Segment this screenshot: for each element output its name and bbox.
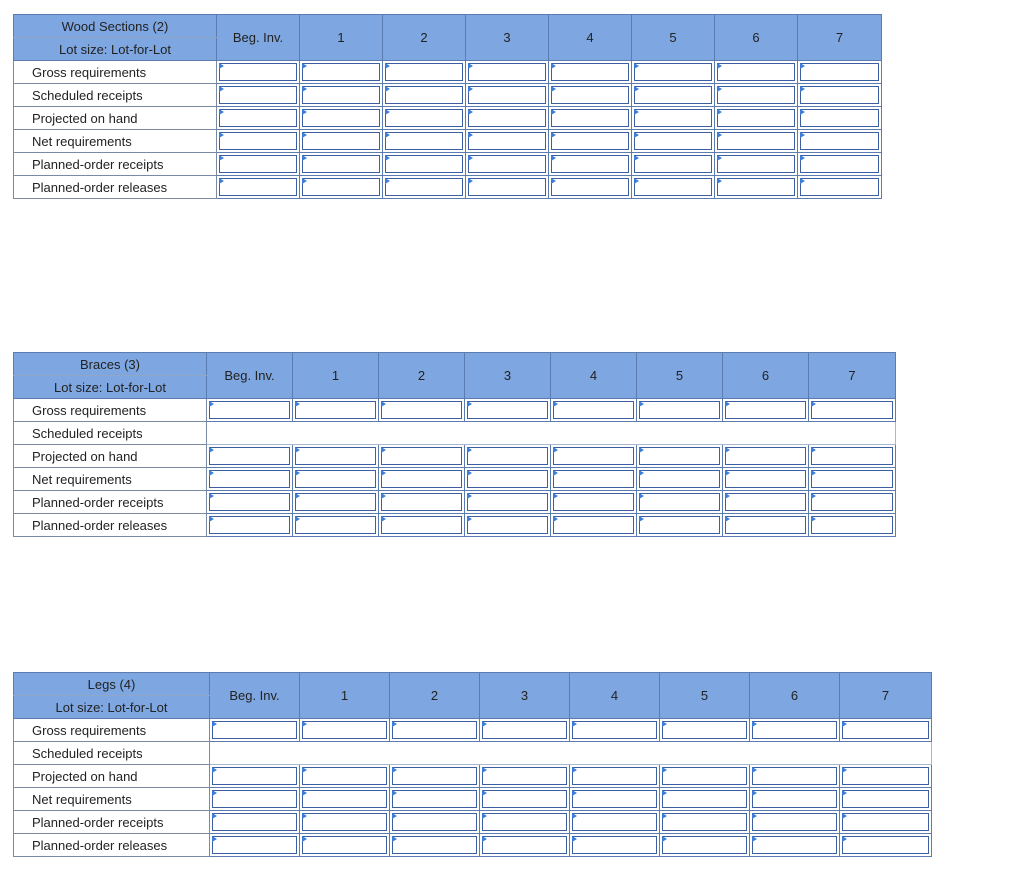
input-cell[interactable] <box>632 176 715 199</box>
period-header: 6 <box>750 673 840 719</box>
input-cell[interactable] <box>466 84 549 107</box>
input-cell[interactable] <box>210 834 300 857</box>
input-cell[interactable] <box>660 765 750 788</box>
input-cell[interactable] <box>715 153 798 176</box>
input-cell[interactable] <box>300 84 383 107</box>
table-row <box>14 153 882 176</box>
input-cell[interactable] <box>293 491 379 514</box>
input-cell[interactable] <box>207 445 293 468</box>
input-cell[interactable] <box>750 811 840 834</box>
input-cell[interactable] <box>300 811 390 834</box>
lot-size-label: Lot size: Lot-for-Lot <box>14 38 217 61</box>
input-cell[interactable] <box>798 153 882 176</box>
input-cell[interactable] <box>383 176 466 199</box>
row-label: Projected on hand <box>14 107 217 130</box>
beg-inv-header: Beg. Inv. <box>217 15 300 61</box>
input-cell[interactable] <box>379 445 465 468</box>
input-cell[interactable] <box>637 399 723 422</box>
table-row <box>14 84 882 107</box>
period-header: 5 <box>632 15 715 61</box>
input-cell[interactable] <box>379 491 465 514</box>
input-cell[interactable] <box>300 834 390 857</box>
input-cell[interactable] <box>466 176 549 199</box>
period-header: 1 <box>300 673 390 719</box>
input-cell[interactable] <box>549 61 632 84</box>
input-cell[interactable] <box>300 107 383 130</box>
table-row <box>14 445 896 468</box>
item-title: Wood Sections (2) <box>14 15 217 38</box>
input-cell[interactable] <box>570 788 660 811</box>
table-row <box>14 834 932 857</box>
row-label: Planned-order receipts <box>14 811 210 834</box>
input-cell[interactable] <box>750 834 840 857</box>
table-row <box>14 514 896 537</box>
table-row <box>14 61 882 84</box>
input-cell[interactable] <box>632 61 715 84</box>
input-cell[interactable] <box>750 719 840 742</box>
input-cell[interactable] <box>466 130 549 153</box>
input-cell[interactable] <box>798 107 882 130</box>
input-cell[interactable] <box>660 788 750 811</box>
item-title: Legs (4) <box>14 673 210 696</box>
input-cell[interactable] <box>840 834 932 857</box>
input-cell[interactable] <box>465 399 551 422</box>
input-cell[interactable] <box>632 84 715 107</box>
input-cell[interactable] <box>379 399 465 422</box>
input-cell[interactable] <box>465 445 551 468</box>
input-cell[interactable] <box>480 719 570 742</box>
table-row <box>14 399 896 422</box>
input-cell[interactable] <box>293 445 379 468</box>
input-cell[interactable] <box>549 130 632 153</box>
period-header: 2 <box>383 15 466 61</box>
input-cell[interactable] <box>300 61 383 84</box>
input-cell[interactable] <box>570 834 660 857</box>
input-cell[interactable] <box>549 107 632 130</box>
input-cell[interactable] <box>632 107 715 130</box>
input-cell[interactable] <box>809 445 896 468</box>
input-cell[interactable] <box>300 788 390 811</box>
input-cell[interactable] <box>390 834 480 857</box>
row-label: Projected on hand <box>14 765 210 788</box>
blank-cell <box>207 422 896 445</box>
table-row <box>14 107 882 130</box>
input-cell[interactable] <box>660 811 750 834</box>
input-cell[interactable] <box>637 445 723 468</box>
input-cell[interactable] <box>210 788 300 811</box>
input-cell[interactable] <box>383 153 466 176</box>
period-header: 4 <box>551 353 637 399</box>
input-cell[interactable] <box>549 153 632 176</box>
input-cell[interactable] <box>293 468 379 491</box>
row-label: Planned-order receipts <box>14 153 217 176</box>
period-header: 6 <box>723 353 809 399</box>
input-cell[interactable] <box>300 765 390 788</box>
row-label: Net requirements <box>14 788 210 811</box>
input-cell[interactable] <box>379 514 465 537</box>
input-cell[interactable] <box>570 765 660 788</box>
table-row <box>14 176 882 199</box>
input-cell[interactable] <box>217 84 300 107</box>
input-cell[interactable] <box>632 153 715 176</box>
row-label: Net requirements <box>14 468 207 491</box>
row-label: Scheduled receipts <box>14 422 207 445</box>
input-cell[interactable] <box>637 468 723 491</box>
input-cell[interactable] <box>390 811 480 834</box>
input-cell[interactable] <box>798 61 882 84</box>
row-label: Planned-order releases <box>14 176 217 199</box>
period-header: 5 <box>660 673 750 719</box>
input-cell[interactable] <box>723 468 809 491</box>
input-cell[interactable] <box>551 445 637 468</box>
input-cell[interactable] <box>383 130 466 153</box>
table-row <box>14 468 896 491</box>
input-cell[interactable] <box>390 765 480 788</box>
lot-size-label: Lot size: Lot-for-Lot <box>14 696 210 719</box>
input-cell[interactable] <box>480 788 570 811</box>
mrp-table-legs <box>13 672 932 857</box>
input-cell[interactable] <box>480 765 570 788</box>
input-cell[interactable] <box>551 491 637 514</box>
item-title: Braces (3) <box>14 353 207 376</box>
mrp-table-wood-sections <box>13 14 882 199</box>
input-cell[interactable] <box>390 788 480 811</box>
input-cell[interactable] <box>300 153 383 176</box>
beg-inv-header: Beg. Inv. <box>210 673 300 719</box>
input-cell[interactable] <box>750 765 840 788</box>
input-cell[interactable] <box>217 107 300 130</box>
period-header: 3 <box>465 353 551 399</box>
input-cell[interactable] <box>466 107 549 130</box>
input-cell[interactable] <box>549 176 632 199</box>
input-cell[interactable] <box>465 491 551 514</box>
input-cell[interactable] <box>723 445 809 468</box>
beg-inv-header: Beg. Inv. <box>207 353 293 399</box>
input-cell[interactable] <box>300 176 383 199</box>
input-cell[interactable] <box>723 399 809 422</box>
row-label: Planned-order releases <box>14 834 210 857</box>
period-header: 3 <box>480 673 570 719</box>
input-cell[interactable] <box>660 719 750 742</box>
input-cell[interactable] <box>570 719 660 742</box>
input-cell[interactable] <box>207 491 293 514</box>
period-header: 4 <box>570 673 660 719</box>
input-cell[interactable] <box>383 61 466 84</box>
input-cell[interactable] <box>840 719 932 742</box>
input-cell[interactable] <box>300 719 390 742</box>
table-row <box>14 130 882 153</box>
input-cell[interactable] <box>660 834 750 857</box>
input-cell[interactable] <box>551 514 637 537</box>
table-row <box>14 719 932 742</box>
period-header: 2 <box>390 673 480 719</box>
row-label: Gross requirements <box>14 61 217 84</box>
input-cell[interactable] <box>715 176 798 199</box>
table-row <box>14 788 932 811</box>
input-cell[interactable] <box>210 811 300 834</box>
input-cell[interactable] <box>637 514 723 537</box>
period-header: 3 <box>466 15 549 61</box>
input-cell[interactable] <box>379 468 465 491</box>
input-cell[interactable] <box>809 514 896 537</box>
period-header: 4 <box>549 15 632 61</box>
row-label: Gross requirements <box>14 719 210 742</box>
input-cell[interactable] <box>293 514 379 537</box>
input-cell[interactable] <box>293 399 379 422</box>
input-cell[interactable] <box>798 84 882 107</box>
input-cell[interactable] <box>466 61 549 84</box>
input-cell[interactable] <box>809 491 896 514</box>
input-cell[interactable] <box>466 153 549 176</box>
input-cell[interactable] <box>210 719 300 742</box>
table-row <box>14 765 932 788</box>
row-label: Projected on hand <box>14 445 207 468</box>
input-cell[interactable] <box>715 107 798 130</box>
period-header: 7 <box>840 673 932 719</box>
input-cell[interactable] <box>383 107 466 130</box>
period-header: 5 <box>637 353 723 399</box>
input-cell[interactable] <box>465 468 551 491</box>
input-cell[interactable] <box>715 61 798 84</box>
blank-cell <box>210 742 932 765</box>
period-header: 1 <box>300 15 383 61</box>
table-row <box>14 811 932 834</box>
input-cell[interactable] <box>217 130 300 153</box>
mrp-table-braces <box>13 352 896 537</box>
input-cell[interactable] <box>798 176 882 199</box>
input-cell[interactable] <box>840 811 932 834</box>
input-cell[interactable] <box>207 514 293 537</box>
input-cell[interactable] <box>715 130 798 153</box>
period-header: 2 <box>379 353 465 399</box>
input-cell[interactable] <box>723 514 809 537</box>
input-cell[interactable] <box>300 130 383 153</box>
input-cell[interactable] <box>723 491 809 514</box>
row-label: Planned-order releases <box>14 514 207 537</box>
input-cell[interactable] <box>840 765 932 788</box>
input-cell[interactable] <box>632 130 715 153</box>
period-header: 7 <box>798 15 882 61</box>
input-cell[interactable] <box>549 84 632 107</box>
input-cell[interactable] <box>383 84 466 107</box>
input-cell[interactable] <box>750 788 840 811</box>
row-label: Gross requirements <box>14 399 207 422</box>
input-cell[interactable] <box>207 468 293 491</box>
period-header: 7 <box>809 353 896 399</box>
input-cell[interactable] <box>217 153 300 176</box>
input-cell[interactable] <box>715 84 798 107</box>
input-cell[interactable] <box>465 514 551 537</box>
period-header: 1 <box>293 353 379 399</box>
row-label: Planned-order receipts <box>14 491 207 514</box>
input-cell[interactable] <box>637 491 723 514</box>
table-row <box>14 422 896 445</box>
row-label: Scheduled receipts <box>14 742 210 765</box>
input-cell[interactable] <box>551 399 637 422</box>
input-cell[interactable] <box>840 788 932 811</box>
table-row <box>14 491 896 514</box>
input-cell[interactable] <box>809 399 896 422</box>
input-cell[interactable] <box>210 765 300 788</box>
input-cell[interactable] <box>809 468 896 491</box>
input-cell[interactable] <box>390 719 480 742</box>
row-label: Scheduled receipts <box>14 84 217 107</box>
input-cell[interactable] <box>217 61 300 84</box>
input-cell[interactable] <box>480 811 570 834</box>
lot-size-label: Lot size: Lot-for-Lot <box>14 376 207 399</box>
input-cell[interactable] <box>207 399 293 422</box>
input-cell[interactable] <box>217 176 300 199</box>
input-cell[interactable] <box>551 468 637 491</box>
period-header: 6 <box>715 15 798 61</box>
row-label: Net requirements <box>14 130 217 153</box>
input-cell[interactable] <box>570 811 660 834</box>
table-row <box>14 742 932 765</box>
input-cell[interactable] <box>480 834 570 857</box>
input-cell[interactable] <box>798 130 882 153</box>
